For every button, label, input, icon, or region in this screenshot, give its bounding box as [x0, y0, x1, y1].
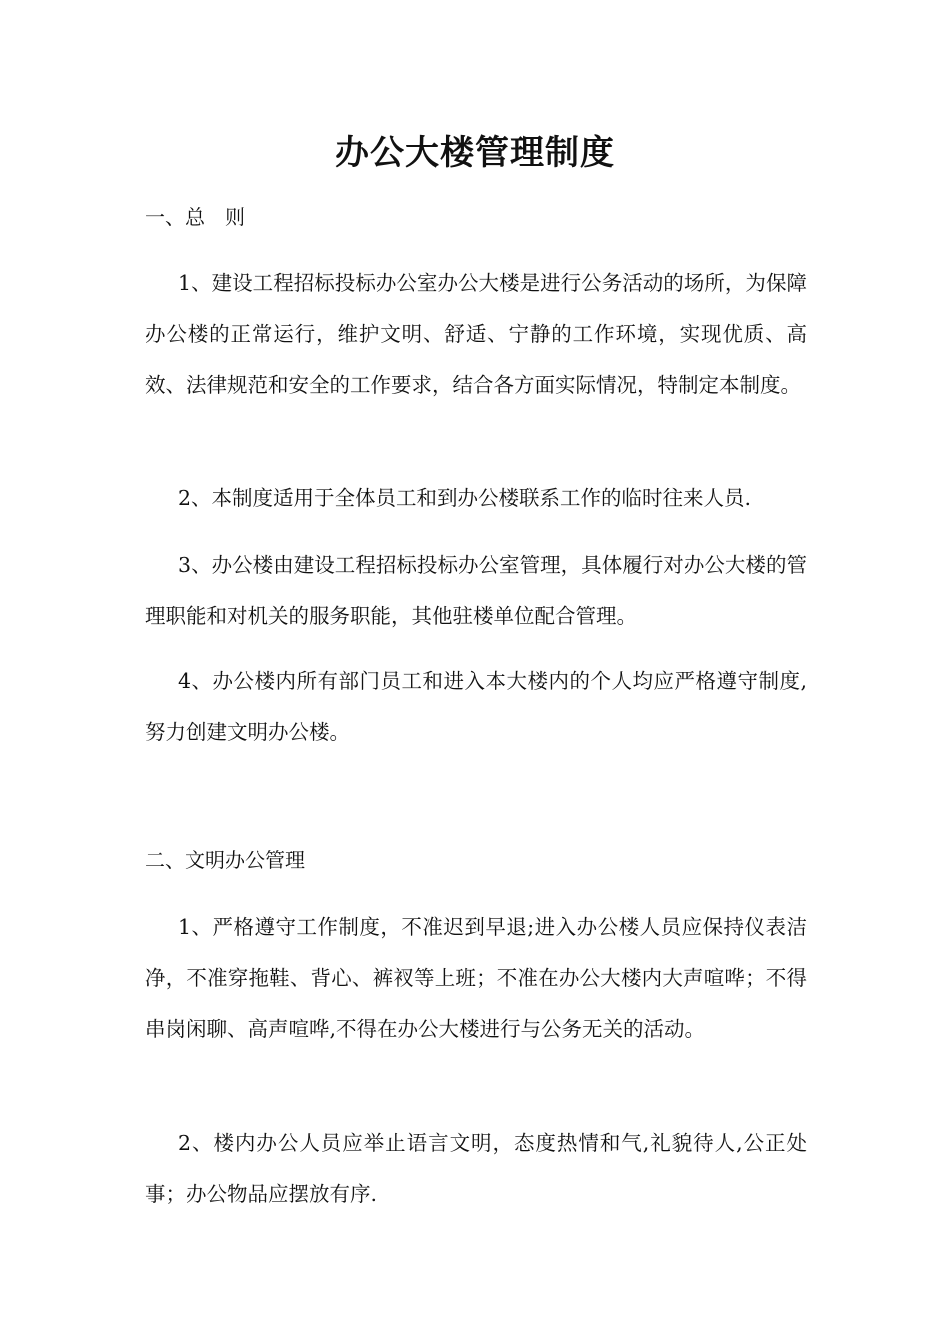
paragraph-general-4: 4、办公楼内所有部门员工和进入本大楼内的个人均应严格遵守制度,努力创建文明办公楼。	[145, 669, 807, 744]
paragraph-general-1: 1、建设工程招标投标办公室办公大楼是进行公务活动的场所，为保障办公楼的正常运行，维护文明、舒适、宁静的工作环境，实现优质、高效、法律规范和安全的工作要求，结合各方面实际情况，特制定本制度。	[145, 271, 807, 397]
paragraph-general-3: 3、办公楼由建设工程招标投标办公室管理，具体履行对办公大楼的管理职能和对机关的服务职能，其他驻楼单位配合管理。	[145, 553, 807, 628]
paragraph-civilized-1: 1、严格遵守工作制度，不准迟到早退;进入办公楼人员应保持仪表洁净，不准穿拖鞋、背心、裤衩等上班；不准在办公大楼内大声喧哗；不得串岗闲聊、高声喧哗,不得在办公大楼进行与公务无关的活动。	[145, 915, 807, 1041]
section-heading-civilized-office: 二、文明办公管理	[145, 848, 305, 872]
section-heading-general: 一、总 则	[145, 205, 245, 229]
paragraph-general-2: 2、本制度适用于全体员工和到办公楼联系工作的临时往来人员.	[178, 486, 752, 510]
paragraph-civilized-2: 2、楼内办公人员应举止语言文明，态度热情和气,礼貌待人,公正处事；办公物品应摆放有序.	[145, 1131, 807, 1206]
document-title: 办公大楼管理制度	[335, 133, 615, 173]
